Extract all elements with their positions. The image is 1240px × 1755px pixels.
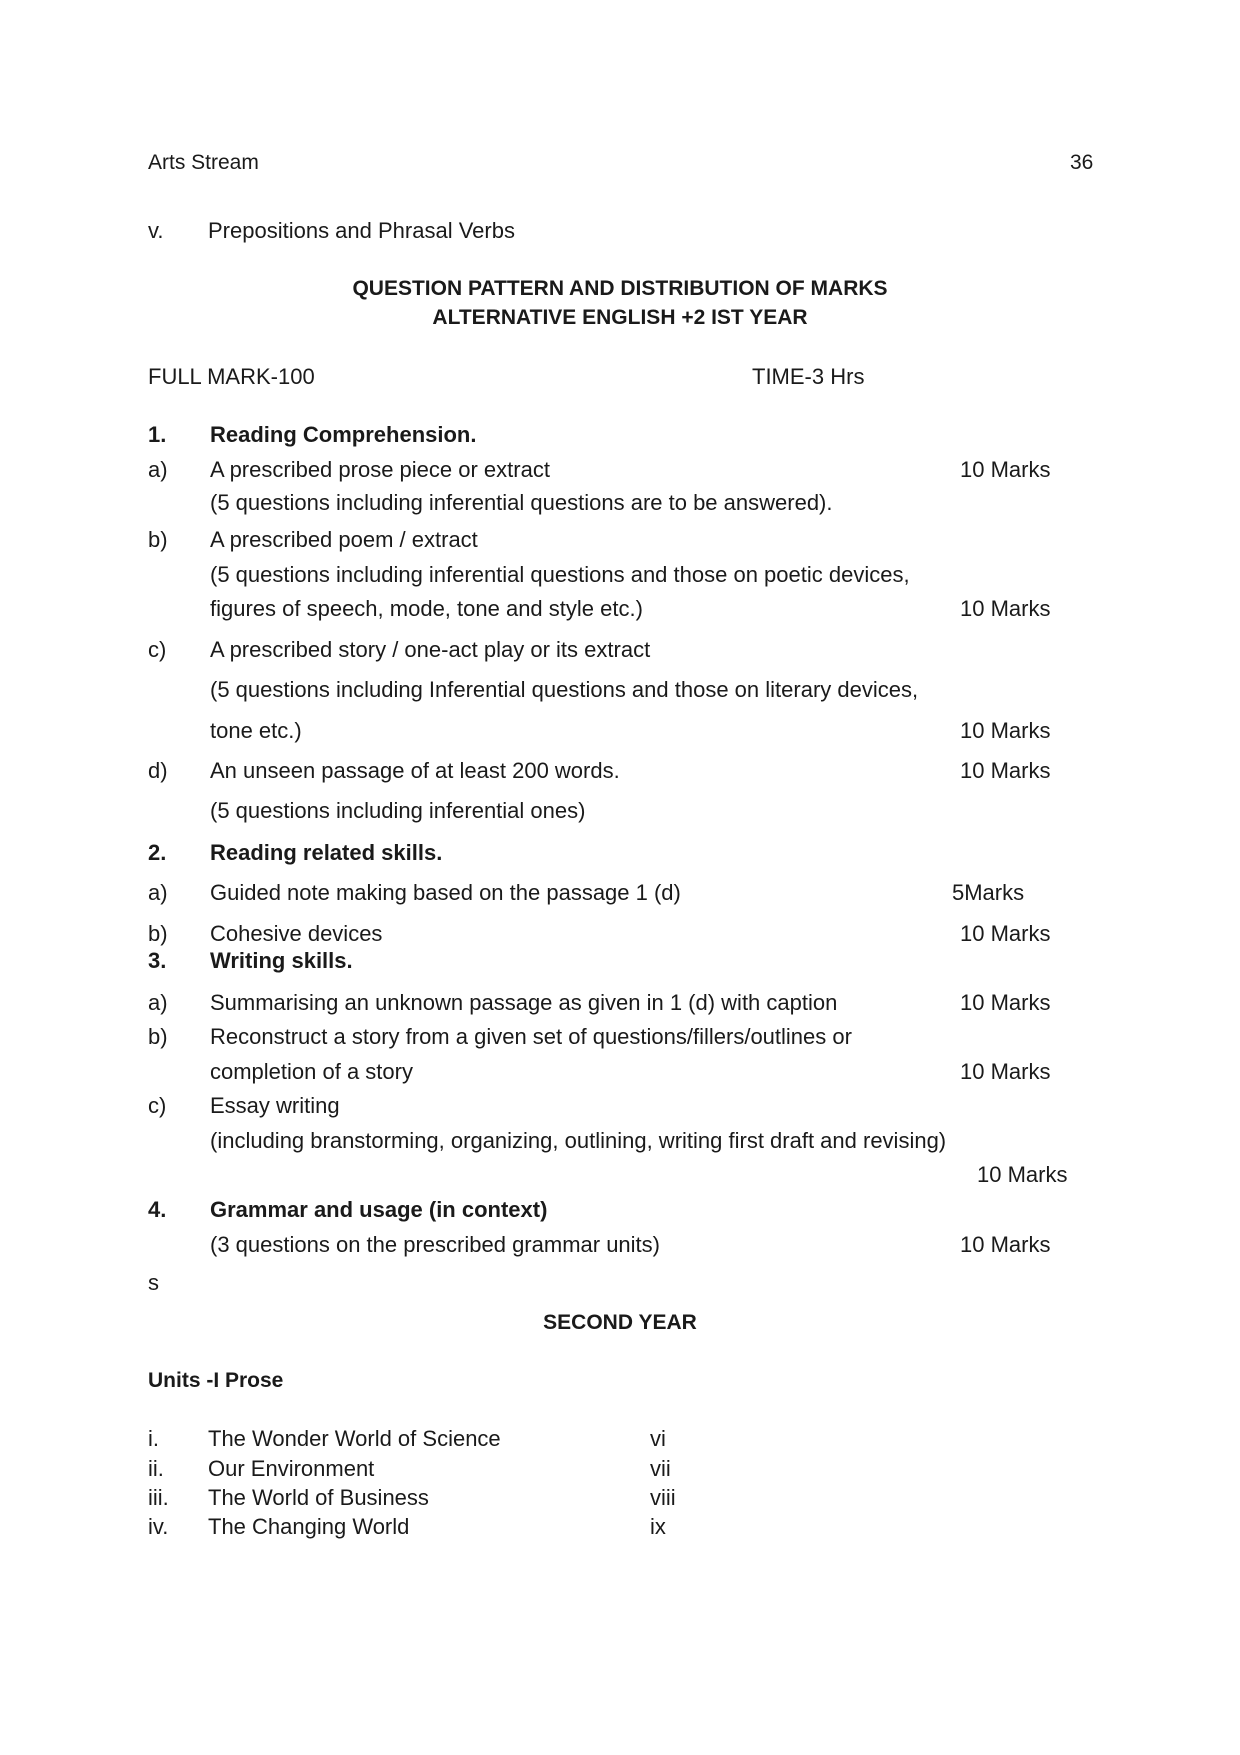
item-marks: 10 Marks [960, 758, 1051, 783]
list-number: iii. [148, 1485, 169, 1510]
page-title: QUESTION PATTERN AND DISTRIBUTION OF MARKS [352, 277, 888, 300]
running-header: Arts Stream [148, 151, 259, 174]
item-label: b) [148, 921, 168, 946]
item-note: (including branstorming, organizing, outlining, writing first draft and revising) [210, 1128, 947, 1153]
item-marks: 10 Marks [960, 457, 1051, 482]
item-text: A prescribed prose piece or extract [210, 457, 550, 482]
stray-character: s [148, 1270, 159, 1295]
list-item-text: Prepositions and Phrasal Verbs [208, 218, 515, 243]
list-item-text: The Changing World [208, 1514, 410, 1539]
list-item-text: The World of Business [208, 1485, 429, 1510]
units-heading: Units -I Prose [148, 1369, 284, 1392]
item-note: (5 questions including inferential ones) [210, 798, 586, 823]
item-text: A prescribed story / one-act play or its extract [210, 637, 651, 662]
item-note: (5 questions including inferential questions and those on poetic devices, [210, 562, 910, 587]
item-label: b) [148, 527, 168, 552]
second-year-heading: SECOND YEAR [543, 1311, 697, 1334]
list-number: i. [148, 1426, 159, 1451]
section-title: Grammar and usage (in context) [210, 1197, 548, 1222]
list-number: iv. [148, 1514, 169, 1539]
item-note: (5 questions including Inferential questions and those on literary devices, [210, 677, 919, 702]
item-note: (3 questions on the prescribed grammar units) [210, 1232, 660, 1257]
item-marks: 10 Marks [960, 1232, 1051, 1257]
section-title: Writing skills. [210, 948, 353, 973]
list-number: v. [148, 218, 164, 243]
section-number: 4. [148, 1197, 167, 1222]
item-label: c) [148, 1093, 167, 1118]
item-text: A prescribed poem / extract [210, 527, 478, 552]
item-note: tone etc.) [210, 718, 302, 743]
item-marks: 5Marks [952, 880, 1025, 905]
section-title: Reading related skills. [210, 840, 443, 865]
list-item-roman: viii [650, 1485, 676, 1510]
list-item-roman: vii [650, 1456, 671, 1481]
item-text: Summarising an unknown passage as given in 1 (d) with caption [210, 990, 838, 1015]
item-text: Cohesive devices [210, 921, 383, 946]
list-number: ii. [148, 1456, 164, 1481]
item-label: a) [148, 880, 168, 905]
item-marks: 10 Marks [960, 921, 1051, 946]
time-limit: TIME-3 Hrs [752, 364, 865, 389]
list-item-roman: vi [650, 1426, 666, 1451]
item-text: Guided note making based on the passage 1 (d) [210, 880, 681, 905]
item-label: c) [148, 637, 167, 662]
item-marks: 10 Marks [960, 596, 1051, 621]
item-note: figures of speech, mode, tone and style etc.) [210, 596, 643, 621]
list-item-text: Our Environment [208, 1456, 375, 1481]
page-number: 36 [1070, 151, 1094, 174]
full-mark: FULL MARK-100 [148, 364, 315, 389]
item-marks: 10 Marks [977, 1162, 1068, 1187]
list-item-roman: ix [650, 1514, 666, 1539]
item-note: (5 questions including inferential questions are to be answered). [210, 490, 833, 515]
item-text: Reconstruct a story from a given set of questions/fillers/outlines or [210, 1024, 852, 1049]
section-title: Reading Comprehension. [210, 422, 477, 447]
item-text-continued: completion of a story [210, 1059, 413, 1084]
item-marks: 10 Marks [960, 1059, 1051, 1084]
list-item-text: The Wonder World of Science [208, 1426, 501, 1451]
item-label: a) [148, 990, 168, 1015]
section-number: 3. [148, 948, 167, 973]
item-text: An unseen passage of at least 200 words. [210, 758, 620, 783]
item-marks: 10 Marks [960, 990, 1051, 1015]
item-label: a) [148, 457, 168, 482]
item-text: Essay writing [210, 1093, 340, 1118]
item-label: b) [148, 1024, 168, 1049]
section-number: 2. [148, 840, 167, 865]
page-subtitle: ALTERNATIVE ENGLISH +2 IST YEAR [432, 306, 808, 329]
section-number: 1. [148, 422, 167, 447]
item-label: d) [148, 758, 168, 783]
item-marks: 10 Marks [960, 718, 1051, 743]
